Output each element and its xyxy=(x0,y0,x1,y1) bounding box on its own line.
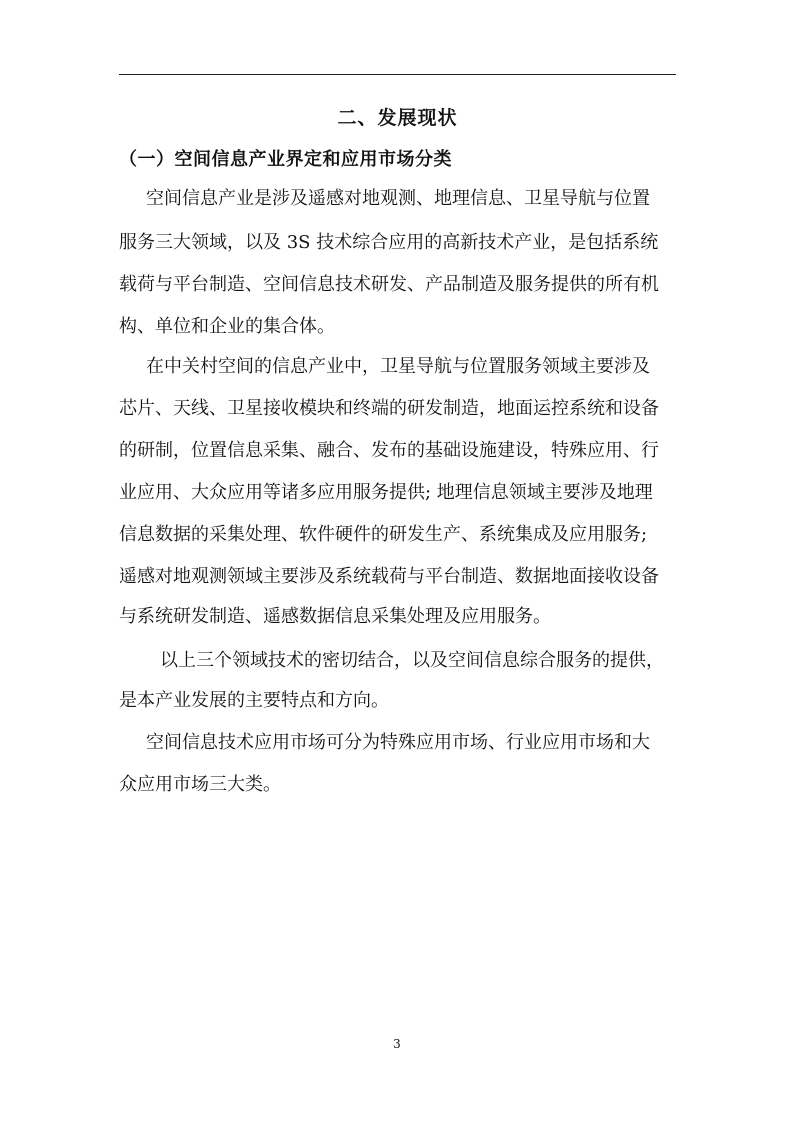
paragraph-2-line-2: 芯片、天线、卫星接收模块和终端的研发制造，地面运控系统和设备 xyxy=(119,398,659,419)
paragraph-1-line-4: 构、单位和企业的集合体。 xyxy=(119,316,335,337)
paragraph-1-line-3: 载荷与平台制造、空间信息技术研发、产品制造及服务提供的所有机 xyxy=(119,274,659,295)
paragraph-3-line-2: 是本产业发展的主要特点和方向。 xyxy=(119,690,389,711)
paragraph-2-line-3: 的研制，位置信息采集、融合、发布的基础设施建设，特殊应用、行 xyxy=(119,440,659,461)
paragraph-2-line-5: 信息数据的采集处理、软件硬件的研发生产、系统集成及应用服务; xyxy=(119,524,648,545)
paragraph-2-line-4: 业应用、大众应用等诸多应用服务提供; 地理信息领域主要涉及地理 xyxy=(119,482,653,503)
subsection-heading: （一）空间信息产业界定和应用市场分类 xyxy=(119,149,452,170)
paragraph-4-line-2: 众应用市场三大类。 xyxy=(119,774,281,795)
paragraph-2-line-6: 遥感对地观测领域主要涉及系统载荷与平台制造、数据地面接收设备 xyxy=(119,566,659,587)
paragraph-2-line-7: 与系统研发制造、遥感数据信息采集处理及应用服务。 xyxy=(119,606,551,627)
section-heading: 二、发展现状 xyxy=(337,107,458,129)
paragraph-1-line-1: 空间信息产业是涉及遥感对地观测、地理信息、卫星导航与位置 xyxy=(146,188,650,209)
paragraph-2-line-1: 在中关村空间的信息产业中，卫星导航与位置服务领域主要涉及 xyxy=(146,356,650,377)
paragraph-3-line-1: 以上三个领域技术的密切结合，以及空间信息综合服务的提供， xyxy=(160,650,664,671)
paragraph-4-line-1: 空间信息技术应用市场可分为特殊应用市场、行业应用市场和大 xyxy=(146,732,650,753)
page-number: 3 xyxy=(393,1037,401,1051)
header-rule xyxy=(119,74,676,75)
paragraph-1-line-2: 服务三大领域，以及 3S 技术综合应用的高新技术产业，是包括系统 xyxy=(119,232,659,253)
